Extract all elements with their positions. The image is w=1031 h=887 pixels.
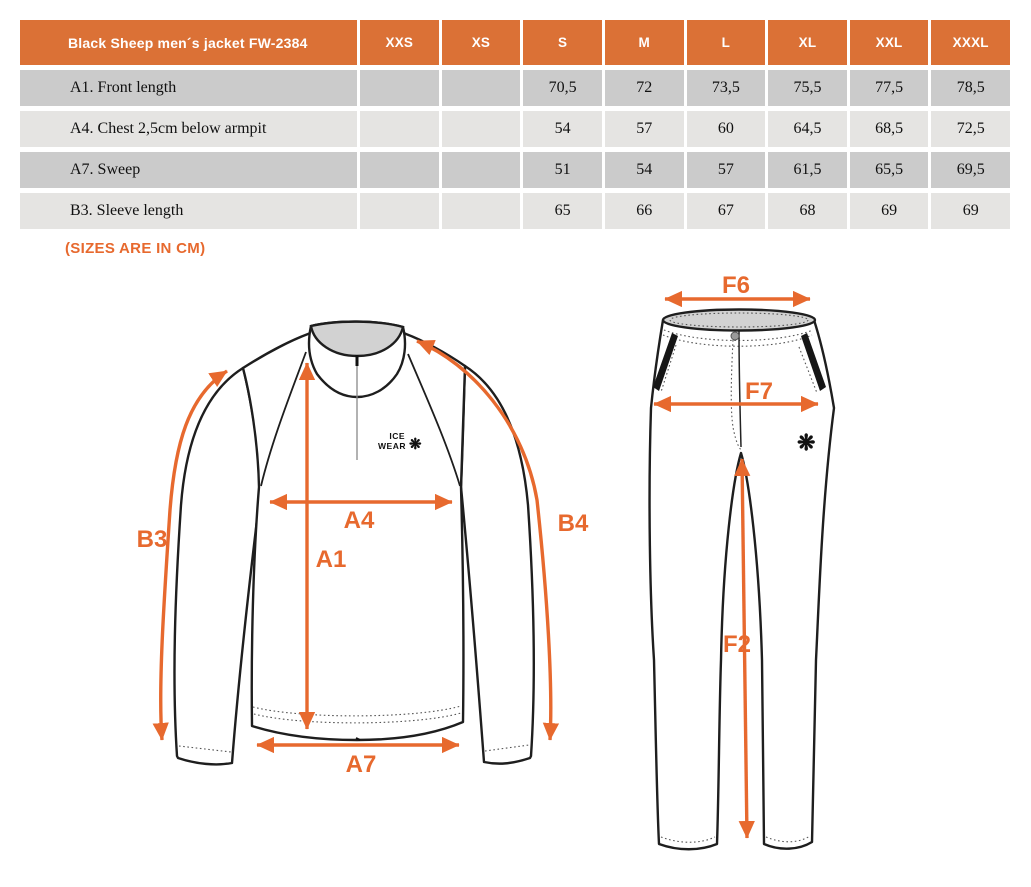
table-cell: 69 [931, 193, 1010, 229]
f6-label: F6 [721, 272, 751, 299]
table-cell: 72,5 [931, 111, 1010, 147]
row-label: A7. Sweep [20, 152, 357, 188]
table-cell: 57 [687, 152, 766, 188]
f2-label: F2 [722, 631, 752, 658]
table-cell: 57 [605, 111, 684, 147]
a1-label: A1 [315, 546, 347, 573]
table-cell: 75,5 [768, 70, 847, 106]
f7-label: F7 [744, 378, 774, 405]
size-col-header: XL [768, 20, 847, 65]
table-cell: 65 [523, 193, 602, 229]
size-col-header: XXS [360, 20, 439, 65]
table-cell: 54 [523, 111, 602, 147]
pants-body [650, 312, 834, 850]
table-cell: 65,5 [850, 152, 929, 188]
size-col-header: XXXL [931, 20, 1010, 65]
jacket-right-sleeve [461, 366, 534, 764]
table-cell: 60 [687, 111, 766, 147]
size-col-header: XS [442, 20, 521, 65]
pants-drawing [650, 272, 834, 849]
row-label: A4. Chest 2,5cm below armpit [20, 111, 357, 147]
table-cell: 54 [605, 152, 684, 188]
table-cell: 77,5 [850, 70, 929, 106]
table-cell: 64,5 [768, 111, 847, 147]
jacket-drawing [137, 322, 589, 778]
pants-button [731, 332, 739, 340]
snowflake-icon: ❋ [797, 430, 816, 455]
size-col-header: S [523, 20, 602, 65]
table-cell: 70,5 [523, 70, 602, 106]
b3-label: B3 [136, 526, 168, 553]
jacket-left-sleeve [174, 368, 261, 764]
size-col-header: XXL [850, 20, 929, 65]
table-cell: 69 [850, 193, 929, 229]
row-label: B3. Sleeve length [20, 193, 357, 229]
row-label: A1. Front length [20, 70, 357, 106]
size-col-header: L [687, 20, 766, 65]
table-cell: 78,5 [931, 70, 1010, 106]
table-cell: 68 [768, 193, 847, 229]
table-cell: 51 [523, 152, 602, 188]
icewear-logo-line1: ICE [389, 431, 405, 441]
icewear-logo-line2: WEAR [378, 441, 406, 451]
table-cell: 69,5 [931, 152, 1010, 188]
a4-label: A4 [343, 507, 375, 534]
snowflake-icon: ❋ [409, 436, 422, 453]
b4-label: B4 [557, 510, 589, 537]
size-col-header: M [605, 20, 684, 65]
table-cell: 68,5 [850, 111, 929, 147]
table-cell: 72 [605, 70, 684, 106]
a7-label: A7 [345, 751, 377, 778]
table-cell: 66 [605, 193, 684, 229]
sizes-unit-note: (SIZES ARE IN CM) [65, 240, 206, 257]
table-cell: 67 [687, 193, 766, 229]
table-cell: 61,5 [768, 152, 847, 188]
table-title: Black Sheep men´s jacket FW-2384 [20, 20, 357, 65]
table-cell: 73,5 [687, 70, 766, 106]
